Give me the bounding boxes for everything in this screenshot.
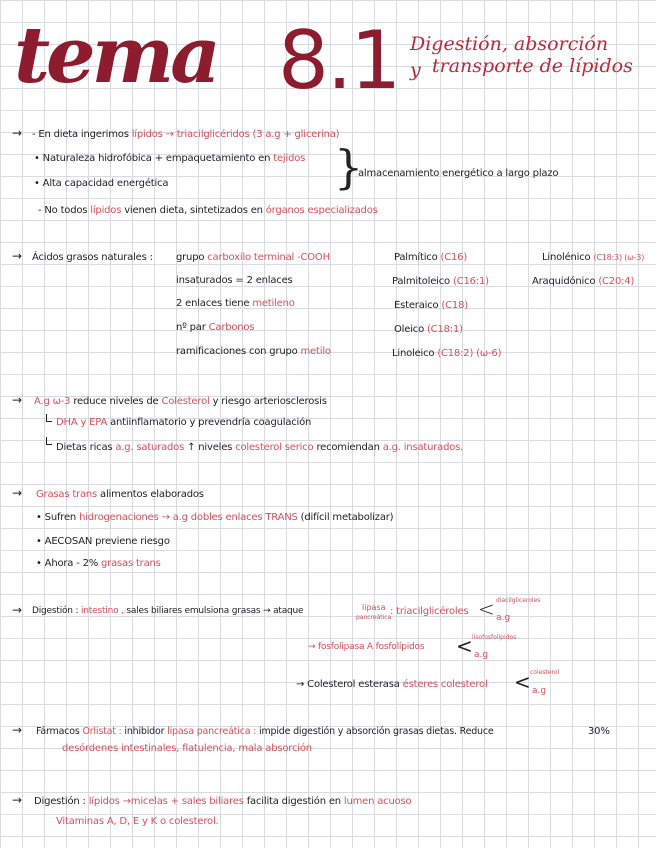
fatty-acid-oleico (394, 324, 463, 335)
s5-pancreatica: pancreática (356, 614, 392, 621)
s3-line2-b: antiinflamatorio y prevendría coagulación (110, 417, 312, 428)
s7-line1 (34, 796, 411, 807)
s4-line2-c: (difícil metabolizar) (300, 512, 394, 523)
fatty-acid-name: Esteraico (394, 300, 439, 311)
s1-line2-text: • Naturaleza hidrofóbica + empaquetamiento en (34, 153, 271, 164)
s2-row4 (176, 322, 254, 333)
s2-row5-a: ramificaciones con grupo (176, 346, 298, 357)
s1-line4-c: vienen dieta, sintetizados en (124, 205, 263, 216)
fatty-acid-name: Palmitoleico (392, 276, 450, 287)
s2-row1 (176, 252, 330, 263)
s6-percent: 30% (588, 726, 610, 737)
s3-line3-f: a.g. insaturados. (382, 442, 464, 453)
fatty-acid-araquidonico (532, 276, 634, 287)
s5-line3-b: ésteres colesterol (402, 679, 488, 690)
s4-line1-a: Grasas trans (36, 489, 98, 500)
s1-line4-b: lípidos (90, 205, 122, 216)
s3-line2 (56, 417, 311, 428)
s5-line2 (308, 642, 424, 652)
s2-row5 (176, 346, 331, 357)
s2-row4-b: Carbonos (208, 322, 255, 333)
s6-line1-a: Fármacos (36, 726, 80, 737)
s3-line3-b: a.g. saturados (115, 442, 185, 453)
s1-line1 (32, 129, 339, 140)
s3-line3-a: Dietas ricas (56, 442, 113, 453)
fatty-acid-formula: (C16:1) (452, 276, 489, 287)
s6-line1 (36, 726, 494, 737)
s2-row2: insaturados = 2 enlaces (176, 275, 293, 286)
s1-line2 (34, 153, 305, 164)
s5-lipasa: lipasa (362, 603, 386, 612)
s5-lisofos: lisofosfolípidos (472, 634, 517, 641)
s2-label: Ácidos grasos naturales : (32, 252, 153, 263)
s1-line1-red: lípidos → triacilglicéridos (3 a.g + glicerina) (131, 129, 340, 140)
fatty-acid-linoleico (392, 348, 501, 359)
title-subtitle-line1: Digestión, absorción (410, 33, 609, 55)
fatty-acid-esteraico (394, 300, 468, 311)
arrow-icon: → (12, 603, 22, 617)
s1-line2-red: tejidos (273, 153, 306, 164)
s7-line1-c: facilita digestión en (246, 796, 341, 807)
s5-ag-2: a.g (474, 650, 489, 660)
s2-row1-b: carboxilo terminal -COOH (207, 252, 330, 263)
arrow-icon: → (12, 126, 22, 140)
s6-line1-e: impide digestión y absorción grasas dietas. Reduce (259, 726, 494, 737)
s5-ag-3: a.g (532, 686, 547, 696)
s7-line1-d: lumen acuoso (343, 796, 412, 807)
s3-line3-d: colesterol serico (235, 442, 314, 453)
s4-line1-b: alimentos elaborados (100, 489, 204, 500)
s3-line1 (34, 396, 327, 407)
s3-line3 (56, 442, 463, 453)
s5-line3-a: → Colesterol esterasa (296, 679, 400, 690)
s1-brace: } (334, 140, 364, 194)
s5-line1 (32, 606, 303, 616)
s5-line2-a: → fosfolipasa A (308, 642, 373, 652)
title-subtitle-y: y (410, 59, 421, 81)
s6-line1-c: inhibidor (124, 726, 165, 737)
fatty-acid-palmitico (394, 252, 467, 263)
s2-row3-a: 2 enlaces tiene (176, 298, 250, 309)
lt-bracket-icon: < (478, 597, 495, 621)
s6-line2: desórdenes intestinales, flatulencia, mala absorción (62, 743, 312, 754)
s1-line3: • Alta capacidad energética (34, 178, 169, 189)
s3-bracket-2 (46, 437, 52, 445)
fatty-acid-name: Palmítico (394, 252, 438, 263)
s4-line3: • AECOSAN previene riesgo (36, 536, 170, 547)
fatty-acid-formula: (C18) (441, 300, 468, 311)
s1-line1-text: - En dieta ingerimos (32, 129, 129, 140)
s5-line1-c: sales biliares emulsiona grasas → ataque (126, 606, 304, 616)
s5-line2-b: fosfolípidos (375, 642, 425, 652)
arrow-icon: → (12, 393, 22, 407)
s3-line1-a: A.g ω-3 (34, 396, 71, 407)
s7-line2: Vitaminas A, D, E y K o colesterol. (56, 816, 219, 827)
s3-bracket-1 (46, 414, 52, 422)
title-number: 8.1 (278, 14, 400, 107)
s4-line4-a: • Ahora - 2% (36, 558, 99, 569)
s3-line1-b: reduce niveles de (73, 396, 159, 407)
s6-line1-b: Orlistat : (82, 726, 122, 737)
fatty-acid-palmitoleico (392, 276, 489, 287)
fatty-acid-name: Linoleico (392, 348, 435, 359)
s1-line4-a: - No todos (38, 205, 88, 216)
s4-line1 (36, 489, 204, 500)
fatty-acid-formula: (C18:3) (ω-3) (593, 253, 645, 262)
s7-line1-b: lípidos →micelas + sales biliares (88, 796, 244, 807)
s5-triacil: : triacilglicéroles (390, 606, 469, 617)
s3-line2-a: DHA y EPA (56, 417, 108, 428)
s5-line1-a: Digestión : (32, 606, 79, 616)
fatty-acid-name: Araquidónico (532, 276, 596, 287)
fatty-acid-formula: (C18:2) (ω-6) (437, 348, 502, 359)
s2-row3 (176, 298, 295, 309)
s5-ag-1: a.g (496, 613, 511, 623)
arrow-icon: → (12, 723, 22, 737)
s2-row1-a: grupo (176, 252, 205, 263)
s7-line1-a: Digestión : (34, 796, 86, 807)
s4-line2 (36, 512, 393, 523)
fatty-acid-name: Linolénico (542, 252, 591, 263)
s3-line1-d: y riesgo arteriosclerosis (212, 396, 327, 407)
s5-line3 (296, 679, 488, 690)
s5-diacil: diacilgliceroles (496, 597, 541, 604)
s3-line3-e: recomiendan (316, 442, 380, 453)
fatty-acid-name: Oleico (394, 324, 424, 335)
s1-line4-d: órganos especializados (265, 205, 378, 216)
s1-brace-text: almacenamiento energético a largo plazo (358, 168, 559, 179)
s3-line1-c: Colesterol (161, 396, 210, 407)
title-subtitle-line2: transporte de lípidos (432, 55, 633, 77)
title-word: tema (14, 10, 217, 101)
s5-line1-b: intestino , (80, 606, 124, 616)
s3-line3-c: ↑ niveles (187, 442, 233, 453)
lt-bracket-icon: < (456, 634, 473, 658)
s2-row5-b: metilo (300, 346, 331, 357)
s4-line2-b: hidrogenaciones → a.g dobles enlaces TRANS (79, 512, 298, 523)
fatty-acid-formula: (C16) (440, 252, 468, 263)
fatty-acid-formula: (C18:1) (426, 324, 463, 335)
arrow-icon: → (12, 249, 22, 263)
s2-row3-b: metileno (252, 298, 295, 309)
fatty-acid-linolenico (542, 252, 644, 263)
s6-line1-d: lipasa pancreática : (167, 726, 257, 737)
s1-line4 (38, 205, 378, 216)
s2-row4-a: nº par (176, 322, 206, 333)
fatty-acid-formula: (C20:4) (598, 276, 635, 287)
s4-line4 (36, 558, 161, 569)
arrow-icon: → (12, 486, 22, 500)
s4-line4-b: grasas trans (101, 558, 161, 569)
s4-line2-a: • Sufren (36, 512, 77, 523)
s5-colesterol: colesterol (530, 669, 560, 676)
lt-bracket-icon: < (514, 670, 531, 694)
arrow-icon: → (12, 793, 22, 807)
